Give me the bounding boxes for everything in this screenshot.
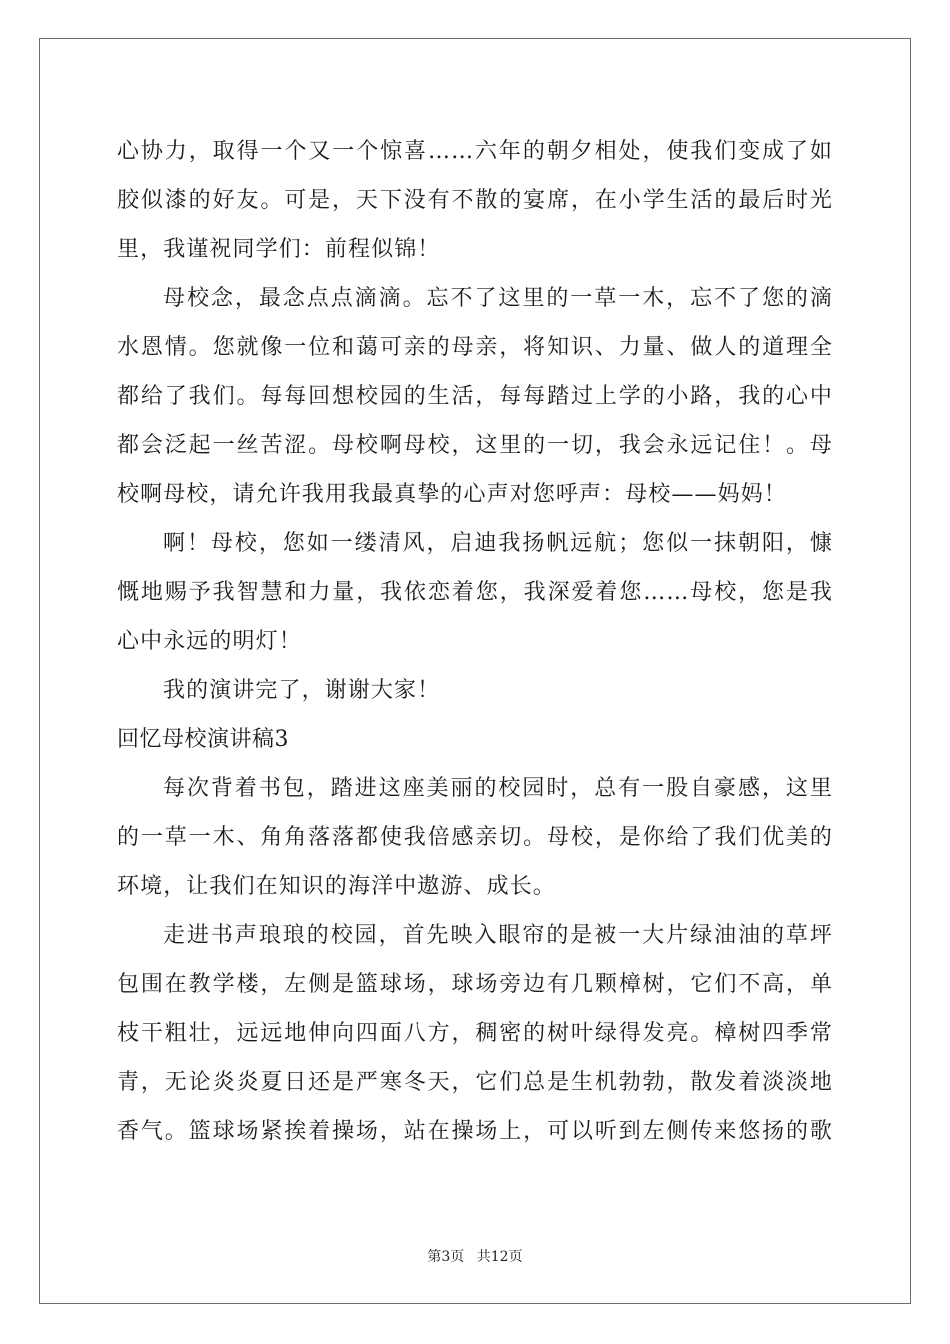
text-line: 胶似漆的好友。可是，天下没有不散的宴席，在小学生活的最后时光 (117, 188, 833, 213)
document-body (117, 127, 833, 1156)
text-line: 都会泛起一丝苦涩。母校啊母校，这里的一切，我会永远记住！。母 (117, 433, 833, 458)
text-line: 包围在教学楼，左侧是篮球场，球场旁边有几颗樟树，它们不高，单 (117, 972, 833, 997)
text-line: 的一草一木、角角落落都使我倍感亲切。母校，是你给了我们优美的 (117, 825, 833, 850)
text-line: 母校念，最念点点滴滴。忘不了这里的一草一木，忘不了您的滴 (163, 286, 833, 311)
text-line: 枝干粗壮，远远地伸向四面八方，稠密的树叶绿得发亮。樟树四季常 (117, 1021, 833, 1046)
text-line: 校啊母校，请允许我用我最真挚的心声对您呼声：母校——妈妈！ (117, 482, 787, 507)
text-line: 都给了我们。每每回想校园的生活，每每踏过上学的小路，我的心中 (117, 384, 833, 409)
text-line: 我的演讲完了，谢谢大家！ (163, 678, 441, 703)
text-line: 青，无论炎炎夏日还是严寒冬天，它们总是生机勃勃，散发着淡淡地 (117, 1070, 833, 1095)
text-line: 里，我谨祝同学们：前程似锦！ (117, 237, 441, 262)
text-line: 走进书声琅琅的校园，首先映入眼帘的是被一大片绿油油的草坪 (163, 923, 833, 948)
text-line: 啊！母校，您如一缕清风，启迪我扬帆远航；您似一抹朝阳，慷 (163, 531, 833, 556)
text-line: 心中永远的明灯！ (117, 629, 302, 654)
text-line: 每次背着书包，踏进这座美丽的校园时，总有一股自豪感，这里 (163, 776, 833, 801)
text-line: 慨地赐予我智慧和力量，我依恋着您，我深爱着您……母校，您是我 (117, 580, 833, 605)
text-line: 香气。篮球场紧挨着操场，站在操场上，可以听到左侧传来悠扬的歌 (117, 1119, 833, 1144)
page-number: 第3页 (427, 1249, 465, 1265)
page-total: 共12页 (476, 1249, 523, 1265)
text-line: 心协力，取得一个又一个惊喜……六年的朝夕相处，使我们变成了如 (117, 139, 833, 164)
text-line: 环境，让我们在知识的海洋中遨游、成长。 (117, 874, 556, 899)
section-heading: 回忆母校演讲稿3 (117, 727, 289, 752)
text-line: 水恩情。您就像一位和蔼可亲的母亲，将知识、力量、做人的道理全 (117, 335, 833, 360)
page-footer (0, 1246, 950, 1266)
